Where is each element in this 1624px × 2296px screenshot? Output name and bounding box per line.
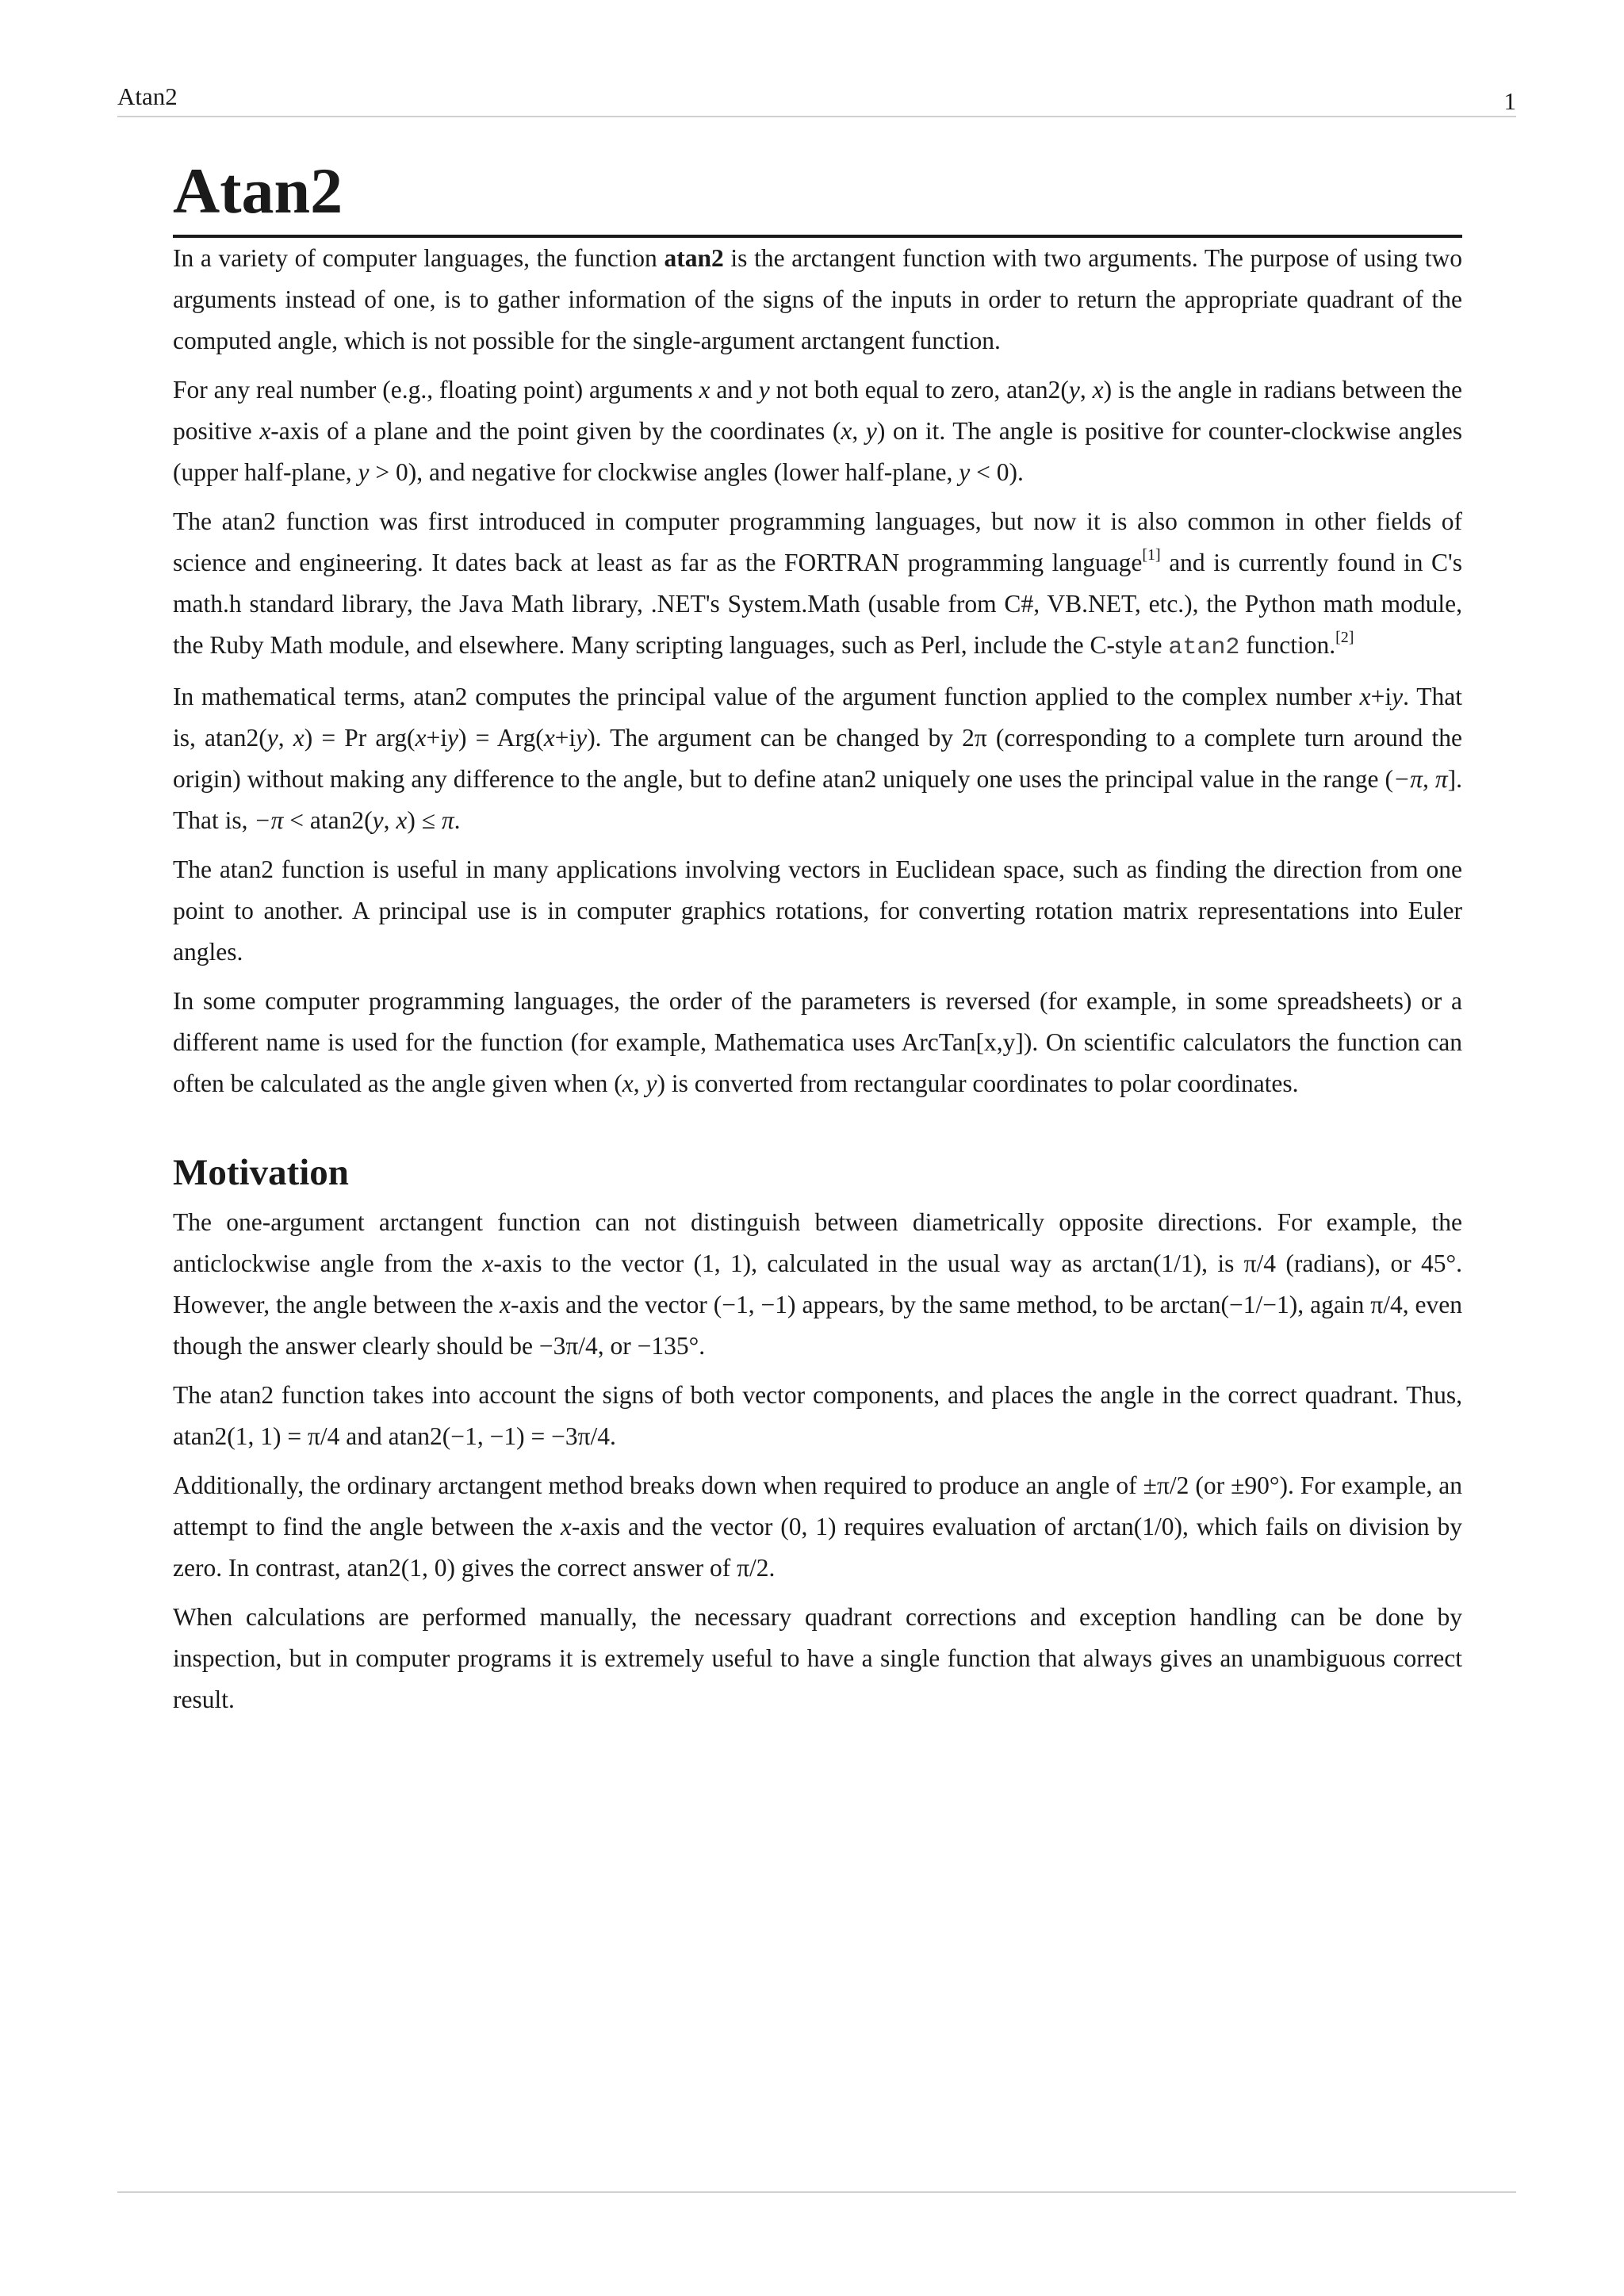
page-title: Atan2 — [173, 155, 1462, 238]
motivation-paragraph-2: The atan2 function takes into account the signs of both vector components, and places the angle in the correct quadrant. Thus, atan2(1, 1) = π/4 and atan2(−1, −1) = −3π/4. — [173, 1380, 1462, 1450]
section-heading-motivation: Motivation — [173, 1152, 349, 1194]
intro-paragraph-3: The atan2 function was first introduced in computer programming languages, but now it is also common in other fields of science and engineering. It dates back at least as far as the FORTRAN programming language[1] and is currently found in C's math.h standard library, the Java Math library, .NET's System.Math (usable from C#, VB.NET, etc.), the Python math module, the Ruby Math module, and elsewhere. Many scripting languages, such as Perl, include the C-style atan2 function.[2] — [173, 507, 1462, 662]
intro-paragraph-4: In mathematical terms, atan2 computes the principal value of the argument function applied to the complex number x+iy. That is, atan2(y, x) = Pr arg(x+iy) = Arg(x+iy). The argument can be changed by 2π (corresponding to a complete turn around the origin) without making any difference to the angle, but to define atan2 uniquely one uses the principal value in the range (−π, π]. That is, −π < atan2(y, x) ≤ π. — [173, 683, 1463, 835]
motivation-paragraph-3: Additionally, the ordinary arctangent method breaks down when required to produce an angle of ±π/2 (or ±90°). For example, an attempt to find the angle between the x-axis and the vector (0, 1) requires evaluation of arctan(1/0), which fails on division by zero. In contrast, atan2(1, 0) gives the correct answer of π/2. — [173, 1471, 1462, 1582]
page-number: 1 — [1503, 87, 1516, 115]
intro-paragraph-2: For any real number (e.g., floating point) arguments x and y not both equal to zero, atan2(y, x) is the angle in radians between the positive x-axis of a plane and the point given by the coordinates (x, y) on it. The angle is positive for counter-clockwise angles (upper half-plane, y > 0), and negative for clockwise angles (lower half-plane, y < 0). — [173, 376, 1463, 487]
motivation-paragraph-1: The one-argument arctangent function can not distinguish between diametrically opposite directions. For example, the anticlockwise angle from the x-axis to the vector (1, 1), calculated in the usual way as arctan(1/1), is π/4 (radians), or 45°. However, the angle between the x-axis and the vector (−1, −1) appears, by the same method, to be arctan(−1/−1), again π/4, even though the answer clearly should be −3π/4, or −135°. — [173, 1207, 1462, 1360]
intro-paragraph-5: The atan2 function is useful in many applications involving vectors in Euclidean space, such as finding the direction from one point to another. A principal use is in computer graphics rotations, for converting rotation matrix representations into Euler angles. — [173, 855, 1462, 966]
running-header-title: Atan2 — [117, 82, 178, 110]
intro-paragraph-6: In some computer programming languages, the order of the parameters is reversed (for example, in some spreadsheets) or a different name is used for the function (for example, Mathematica uses ArcTan[x,y]). On scientific calculators the function can often be calculated as the angle given when (x, y) is converted from rectangular coordinates to polar coordinates. — [173, 987, 1462, 1098]
article — [173, 155, 1462, 1720]
footer-rule — [117, 2191, 1516, 2193]
motivation-paragraph-4: When calculations are performed manually, the necessary quadrant corrections and exception handling can be done by inspection, but in computer programs it is extremely useful to have a single function that always gives an unambiguous correct result. — [173, 1602, 1462, 1713]
intro-paragraph-1: In a variety of computer languages, the function atan2 is the arctangent function with two arguments. The purpose of using two arguments instead of one, is to gather information of the signs of the inputs in order to return the appropriate quadrant of the computed angle, which is not possible for the single-argument arctangent function. — [173, 244, 1462, 355]
citation-link-2[interactable]: [2] — [1335, 629, 1354, 647]
inline-code: atan2 — [1168, 634, 1240, 662]
citation-link-1[interactable]: [1] — [1142, 546, 1161, 564]
running-header — [117, 78, 1516, 117]
